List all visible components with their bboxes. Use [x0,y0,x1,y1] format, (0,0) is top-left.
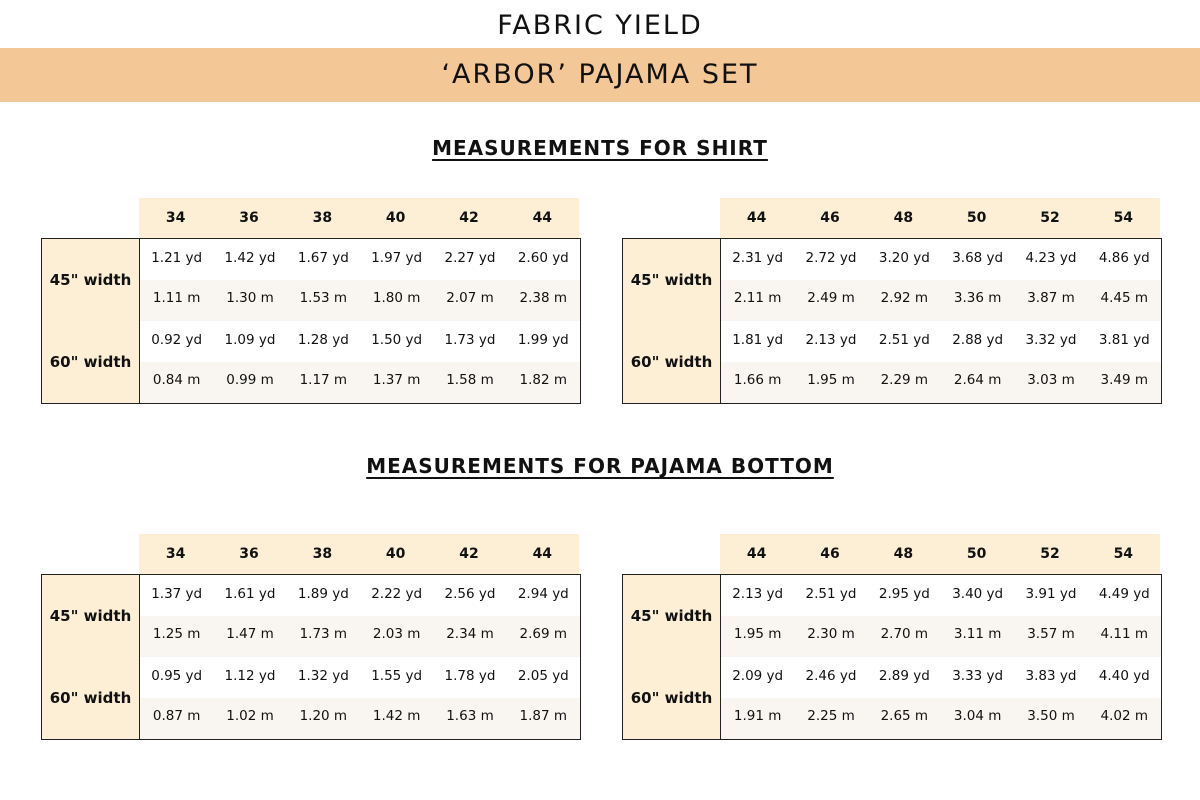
size-header-cell: 52 [1040,546,1060,562]
product-banner: ‘ARBOR’ PAJAMA SET [0,48,1200,102]
meter-cell: 2.65 m [880,708,929,724]
fabric-width-label: 60" width [42,321,140,403]
yardage-cell: 2.27 yd [444,250,496,266]
fabric-width-label: 45" width [623,239,721,321]
meter-cell: 3.11 m [953,626,1002,642]
yardage-cell: 2.72 yd [805,250,857,266]
yardage-cell: 1.09 yd [224,332,276,348]
size-header-cell: 52 [1040,210,1060,226]
meter-cell: 2.38 m [519,290,568,306]
fabric-width-group [623,321,1161,403]
meter-cell: 2.07 m [446,290,494,306]
table-body [622,238,1162,404]
yardage-cell: 3.68 yd [952,250,1004,266]
bottom-table-small [41,534,581,740]
bottom-table-large [622,534,1162,740]
yardage-row [140,239,580,280]
meter-row [721,362,1161,403]
fabric-width-group [42,239,580,322]
yardage-cell: 4.86 yd [1098,250,1150,266]
size-header-row [139,534,579,574]
meter-cell: 4.11 m [1100,626,1149,642]
meter-cell: 2.03 m [372,626,421,642]
yardage-cell: 2.09 yd [732,668,784,684]
yardage-cell: 1.81 yd [732,332,784,348]
meter-cell: 1.66 m [733,372,782,388]
size-header-cell: 34 [165,210,186,226]
yardage-cell: 1.99 yd [517,332,569,348]
yardage-cell: 1.73 yd [444,332,496,348]
yardage-cell: 2.60 yd [517,250,569,266]
fabric-width-group [42,657,580,739]
meter-cell: 1.53 m [299,290,348,306]
yardage-cell: 1.32 yd [297,668,349,684]
fabric-width-group [623,239,1161,322]
size-header-cell: 44 [532,546,553,562]
meter-cell: 1.17 m [299,372,348,388]
meter-cell: 2.30 m [807,626,855,642]
yardage-cell: 1.55 yd [371,668,423,684]
yardage-cell: 2.22 yd [371,586,423,602]
meter-cell: 4.02 m [1100,708,1149,724]
yardage-row [140,657,580,698]
fabric-width-label: 45" width [623,575,721,657]
meter-cell: 1.73 m [299,626,348,642]
size-header-cell: 38 [312,210,333,226]
meter-cell: 2.11 m [733,290,782,306]
yardage-cell: 3.32 yd [1025,332,1077,348]
shirt-table-small [41,198,581,404]
size-header-cell: 46 [820,210,840,226]
meter-cell: 1.20 m [299,708,348,724]
size-header-row [720,198,1160,238]
yardage-row [140,321,580,362]
yardage-row [721,239,1161,280]
meter-cell: 1.30 m [226,290,274,306]
size-header-cell: 44 [746,210,767,226]
yardage-cell: 2.56 yd [444,586,496,602]
fabric-width-group [42,321,580,403]
yardage-cell: 3.40 yd [952,586,1004,602]
size-header-cell: 42 [459,546,479,562]
size-header-cell: 54 [1113,546,1134,562]
size-header-cell: 54 [1113,210,1134,226]
meter-cell: 2.34 m [446,626,494,642]
fabric-width-label: 45" width [42,239,140,321]
meter-row [140,616,580,657]
meter-row [140,280,580,321]
table-body [622,574,1162,740]
meter-cell: 2.92 m [880,290,929,306]
yardage-row [140,575,580,616]
size-header-cell: 42 [459,210,479,226]
meter-cell: 3.36 m [953,290,1002,306]
meter-cell: 3.87 m [1027,290,1075,306]
yardage-cell: 3.91 yd [1025,586,1077,602]
yardage-cell: 3.81 yd [1098,332,1150,348]
size-header-cell: 34 [165,546,186,562]
size-header-row [720,534,1160,574]
meter-cell: 1.25 m [152,626,201,642]
meter-cell: 1.58 m [446,372,494,388]
meter-cell: 1.02 m [226,708,274,724]
yardage-cell: 4.40 yd [1098,668,1150,684]
size-header-cell: 50 [966,210,987,226]
meter-row [721,616,1161,657]
yardage-cell: 1.37 yd [151,586,203,602]
yardage-cell: 3.83 yd [1025,668,1077,684]
yardage-row [721,321,1161,362]
meter-cell: 3.49 m [1100,372,1149,388]
yardage-cell: 1.67 yd [297,250,349,266]
meter-cell: 2.49 m [807,290,855,306]
yardage-cell: 2.51 yd [805,586,857,602]
yardage-cell: 1.78 yd [444,668,496,684]
meter-cell: 4.45 m [1100,290,1149,306]
meter-cell: 2.25 m [807,708,855,724]
meter-cell: 1.42 m [372,708,421,724]
fabric-width-label: 60" width [623,657,721,739]
yardage-cell: 1.12 yd [224,668,276,684]
bottom-section-heading: MEASUREMENTS FOR PAJAMA BOTTOM [366,454,834,478]
fabric-width-group [623,657,1161,739]
fabric-width-group [623,575,1161,658]
meter-row [140,698,580,739]
yardage-cell: 4.49 yd [1098,586,1150,602]
size-header-cell: 40 [385,210,406,226]
yardage-cell: 2.95 yd [878,586,930,602]
size-header-cell: 46 [820,546,840,562]
yardage-cell: 2.89 yd [878,668,930,684]
yardage-cell: 4.23 yd [1025,250,1077,266]
fabric-width-label: 60" width [623,321,721,403]
yardage-row [721,657,1161,698]
yardage-cell: 2.51 yd [878,332,930,348]
size-header-row [139,198,579,238]
meter-cell: 3.03 m [1027,372,1075,388]
meter-cell: 0.87 m [152,708,201,724]
yardage-cell: 1.50 yd [371,332,423,348]
meter-cell: 0.99 m [226,372,274,388]
meter-cell: 1.95 m [807,372,855,388]
size-header-cell: 50 [966,546,987,562]
yardage-cell: 1.21 yd [151,250,203,266]
meter-cell: 1.91 m [733,708,782,724]
meter-cell: 1.87 m [519,708,568,724]
shirt-section-heading: MEASUREMENTS FOR SHIRT [432,136,768,160]
meter-row [140,362,580,403]
yardage-cell: 2.94 yd [517,586,569,602]
yardage-cell: 1.61 yd [224,586,276,602]
meter-cell: 3.04 m [953,708,1002,724]
size-header-cell: 40 [385,546,406,562]
fabric-width-label: 45" width [42,575,140,657]
page-title: FABRIC YIELD [497,10,703,41]
yardage-cell: 2.05 yd [517,668,569,684]
size-header-cell: 38 [312,546,333,562]
yardage-cell: 1.42 yd [224,250,276,266]
meter-cell: 3.57 m [1027,626,1075,642]
yardage-cell: 2.88 yd [952,332,1004,348]
meter-cell: 1.47 m [226,626,274,642]
yardage-cell: 1.28 yd [297,332,349,348]
meter-cell: 0.84 m [152,372,201,388]
meter-cell: 1.63 m [446,708,494,724]
meter-cell: 1.95 m [733,626,782,642]
yardage-cell: 1.89 yd [297,586,349,602]
meter-row [721,698,1161,739]
meter-cell: 1.11 m [152,290,201,306]
yardage-cell: 2.13 yd [805,332,857,348]
shirt-table-large [622,198,1162,404]
fabric-width-label: 60" width [42,657,140,739]
table-body [41,238,581,404]
yardage-cell: 1.97 yd [371,250,423,266]
size-header-cell: 48 [893,210,914,226]
yardage-cell: 2.13 yd [732,586,784,602]
yardage-cell: 2.46 yd [805,668,857,684]
meter-cell: 2.69 m [519,626,568,642]
size-header-cell: 44 [532,210,553,226]
yardage-cell: 0.95 yd [151,668,203,684]
meter-cell: 2.64 m [953,372,1002,388]
size-header-cell: 48 [893,546,914,562]
meter-cell: 1.82 m [519,372,568,388]
size-header-cell: 36 [239,546,259,562]
yardage-cell: 3.20 yd [878,250,930,266]
size-header-cell: 44 [746,546,767,562]
meter-row [721,280,1161,321]
yardage-cell: 0.92 yd [151,332,203,348]
fabric-width-group [42,575,580,658]
meter-cell: 2.70 m [880,626,929,642]
yardage-row [721,575,1161,616]
yardage-cell: 2.31 yd [732,250,784,266]
meter-cell: 1.37 m [372,372,421,388]
table-body [41,574,581,740]
size-header-cell: 36 [239,210,259,226]
meter-cell: 3.50 m [1027,708,1075,724]
meter-cell: 1.80 m [372,290,421,306]
yardage-cell: 3.33 yd [952,668,1004,684]
meter-cell: 2.29 m [880,372,929,388]
